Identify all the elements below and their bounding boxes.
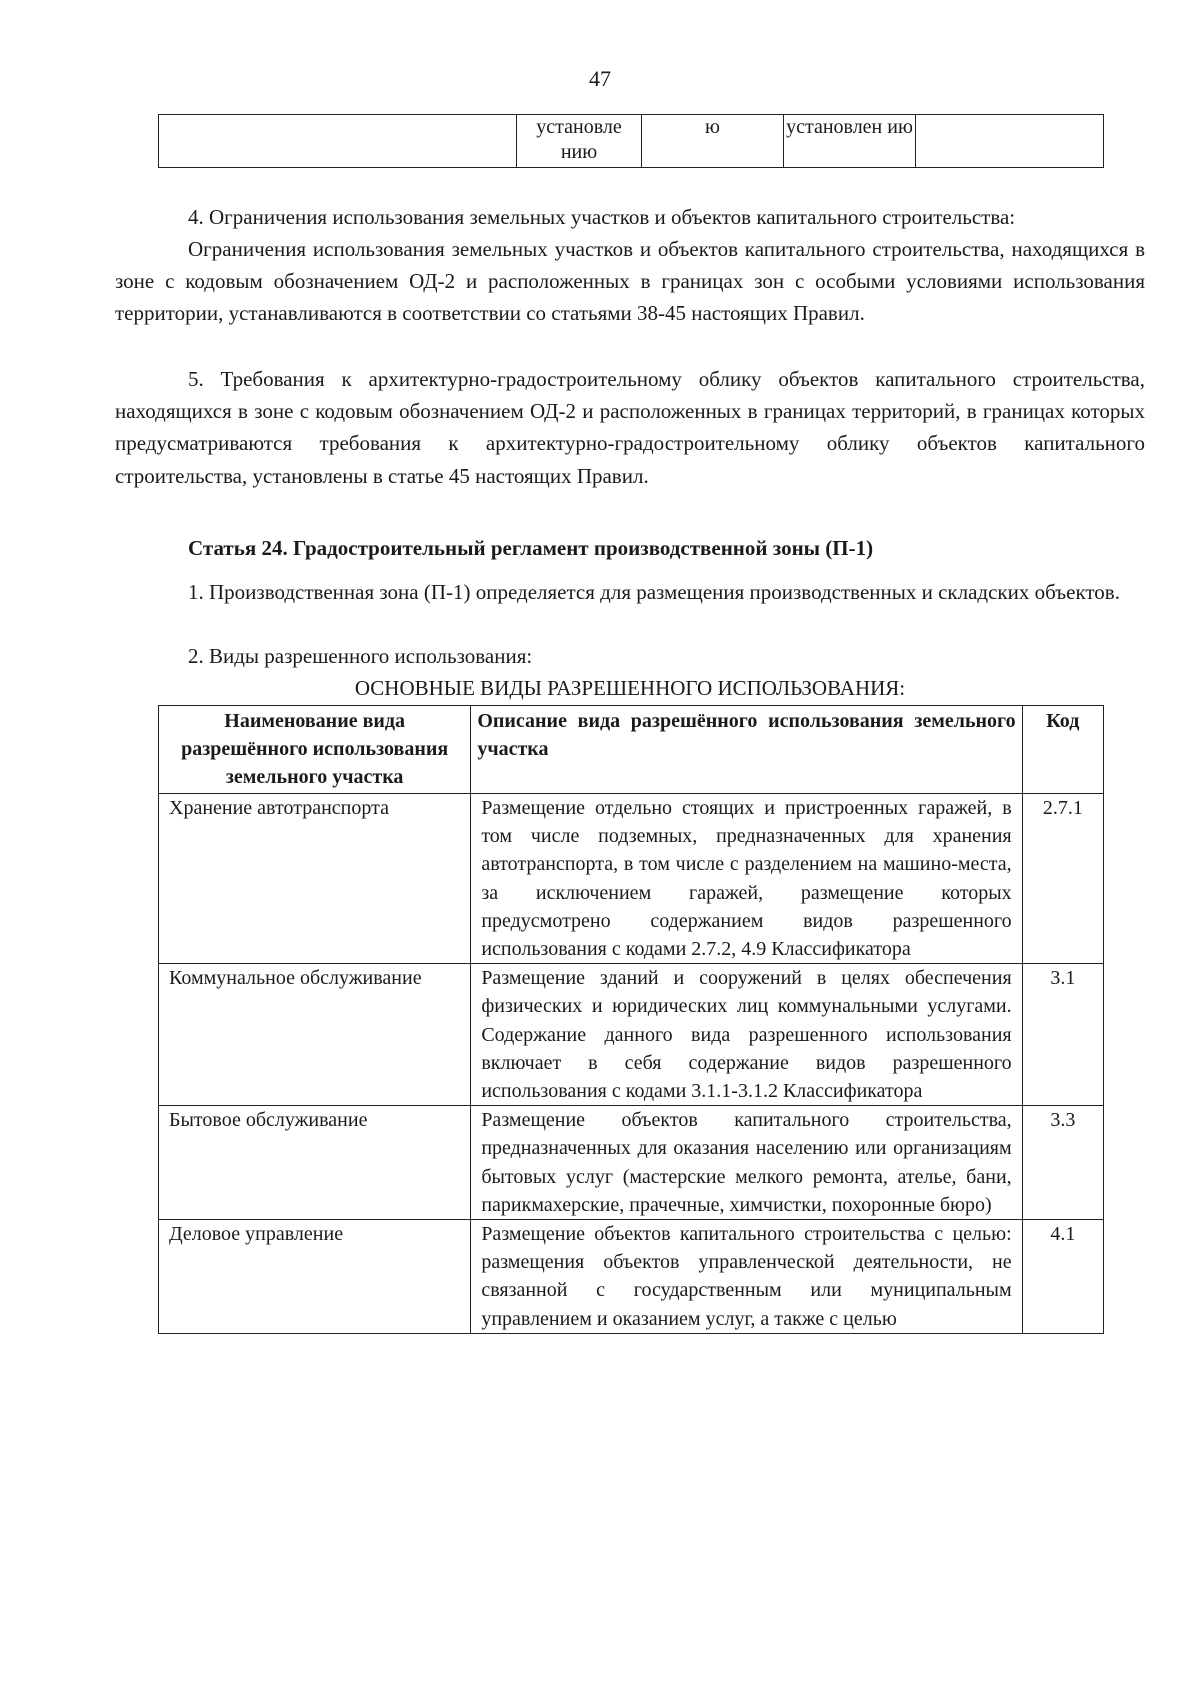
continuation-cell-5	[916, 115, 1104, 168]
use-code: 3.1	[1022, 964, 1103, 1106]
use-code: 2.7.1	[1022, 794, 1103, 964]
use-description: Размещение объектов капитального строительства с целью: размещения объектов управленческой деятельности, не связанной с государственным или муниципальным управлением и оказанием услуг, а также с целью	[471, 1220, 1022, 1334]
table-row	[159, 794, 1104, 964]
continuation-cell-2: установле нию	[517, 115, 642, 168]
article-24-paragraph-1: 1. Производственная зона (П-1) определяется для размещения производственных и складских объектов.	[188, 580, 1120, 604]
article-title: Статья 24. Градостроительный регламент производственной зоны (П-1)	[188, 536, 874, 560]
paragraph-4-body: Ограничения использования земельных участков и объектов капитального строительства, находящихся в зоне с кодовым обозначением ОД-2 и расположенных в границах зон с особыми условиями использования территории, устанавливаются в соответствии со статьями 38-45 настоящих Правил.	[115, 237, 1145, 326]
header-name: Наименование вида разрешённого использования земельного участка	[159, 706, 471, 794]
continuation-table	[158, 114, 1104, 168]
use-description: Размещение зданий и сооружений в целях обеспечения физических и юридических лиц коммунальными услугами. Содержание данного вида разрешенного использования включает в себя содержание видов разрешенного использования с кодами 3.1.1-3.1.2 Классификатора	[471, 964, 1022, 1106]
table-row	[159, 1220, 1104, 1334]
use-name: Деловое управление	[159, 1220, 471, 1334]
table-row	[159, 1106, 1104, 1220]
table-row	[159, 964, 1104, 1106]
permitted-uses-table	[158, 705, 1104, 1334]
table-header-row	[159, 706, 1104, 794]
use-description: Размещение объектов капитального строительства, предназначенных для оказания населению или организациям бытовых услуг (мастерские мелкого ремонта, ателье, бани, парикмахерские, прачечные, химчистки, похоронные бюро)	[471, 1106, 1022, 1220]
continuation-cell-1	[159, 115, 517, 168]
use-code: 4.1	[1022, 1220, 1103, 1334]
header-description: Описание вида разрешённого использования земельного участка	[471, 706, 1022, 794]
use-name: Хранение автотранспорта	[159, 794, 471, 964]
use-code: 3.3	[1022, 1106, 1103, 1220]
continuation-cell-4: установлен ию	[784, 115, 916, 168]
table-caption: ОСНОВНЫЕ ВИДЫ РАЗРЕШЕННОГО ИСПОЛЬЗОВАНИЯ:	[354, 676, 906, 700]
use-name: Коммунальное обслуживание	[159, 964, 471, 1106]
use-description: Размещение отдельно стоящих и пристроенных гаражей, в том числе подземных, предназначенных для хранения автотранспорта, в том числе с разделением на машино-места, за исключением гаражей, размещение которых предусмотрено содержанием видов разрешенного использования с кодами 2.7.2, 4.9 Классификатора	[471, 794, 1022, 964]
page-number: 47	[589, 66, 611, 91]
table-row	[159, 115, 1104, 168]
article-24-paragraph-2: 2. Виды разрешенного использования:	[188, 644, 533, 668]
paragraph-4-heading: 4. Ограничения использования земельных участков и объектов капитального строительства:	[188, 205, 1016, 229]
use-name: Бытовое обслуживание	[159, 1106, 471, 1220]
header-code: Код	[1022, 706, 1103, 794]
paragraph-5: 5. Требования к архитектурно-градостроительному облику объектов капитального строительства, находящихся в зоне с кодовым обозначением ОД-2 и расположенных в границах территорий, в границах которых предусматриваются требования к архитектурно-градостроительному облику объектов капитального строительства, установлены в статье 45 настоящих Правил.	[115, 367, 1145, 488]
continuation-cell-3: ю	[642, 115, 784, 168]
